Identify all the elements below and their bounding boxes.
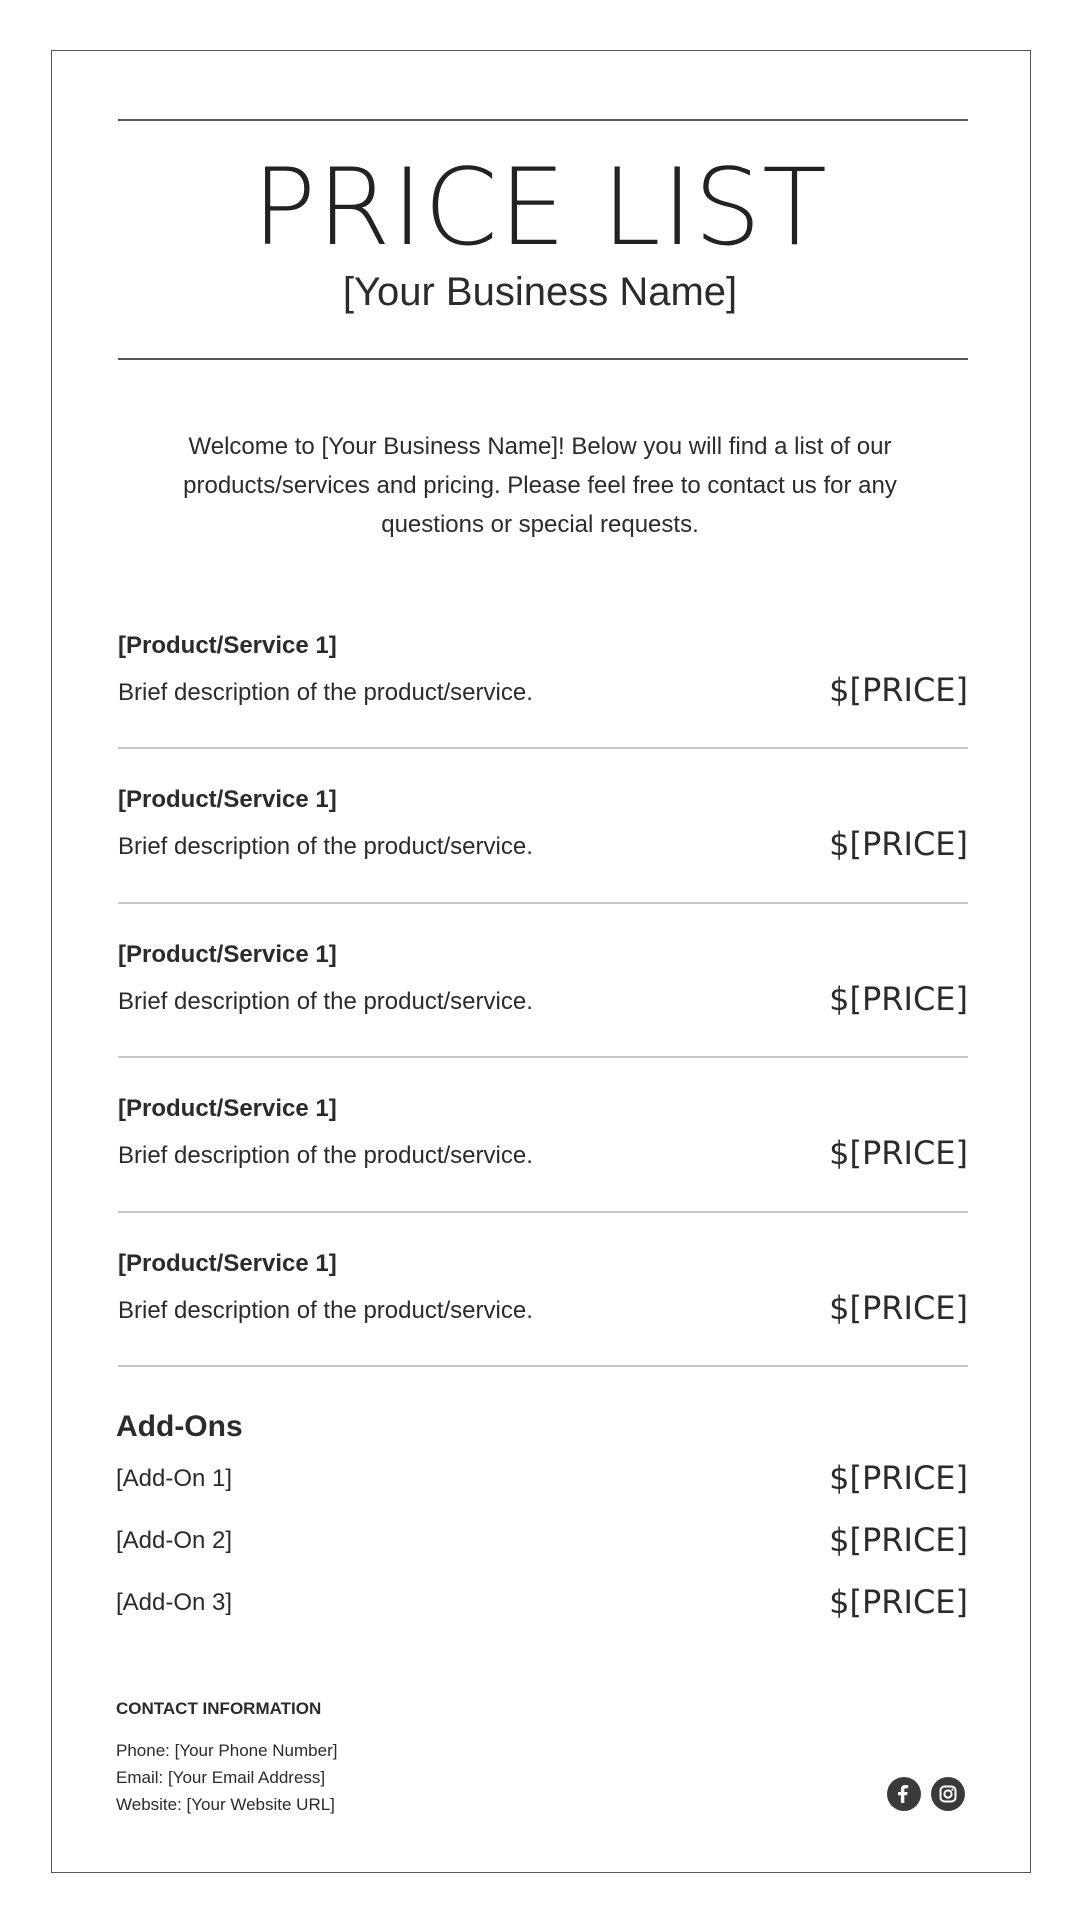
product-item	[118, 941, 968, 1041]
header-top-rule	[118, 119, 968, 121]
product-item	[118, 632, 968, 732]
product-item	[118, 786, 968, 886]
product-price: $[PRICE]	[829, 1134, 968, 1172]
addon-item	[116, 1521, 968, 1566]
item-divider	[118, 1365, 968, 1367]
item-divider	[118, 902, 968, 904]
product-price: $[PRICE]	[829, 1289, 968, 1327]
product-item	[118, 1250, 968, 1350]
contact-website: Website: [Your Website URL]	[116, 1795, 335, 1814]
contact-details	[116, 1737, 337, 1818]
business-name: [Your Business Name]	[342, 270, 738, 314]
addon-name: [Add-On 2]	[116, 1527, 233, 1554]
intro-text: Welcome to [Your Business Name]! Below you will find a list of our products/services and pricing. Please feel free to contact us for any questions or special requests.	[183, 433, 897, 538]
product-description: Brief description of the product/service.	[118, 1297, 533, 1324]
addon-item	[116, 1459, 968, 1504]
product-name: [Product/Service 1]	[118, 1095, 337, 1122]
contact-heading: CONTACT INFORMATION	[116, 1699, 322, 1718]
product-description: Brief description of the product/service.	[118, 988, 533, 1015]
product-item	[118, 1095, 968, 1195]
product-price: $[PRICE]	[829, 980, 968, 1018]
instagram-icon[interactable]	[931, 1777, 965, 1811]
item-divider	[118, 1211, 968, 1213]
product-description: Brief description of the product/service.	[118, 833, 533, 860]
product-name: [Product/Service 1]	[118, 786, 337, 813]
product-name: [Product/Service 1]	[118, 1250, 337, 1277]
item-divider	[118, 747, 968, 749]
addon-price: $[PRICE]	[829, 1583, 968, 1621]
product-price: $[PRICE]	[829, 825, 968, 863]
addon-price: $[PRICE]	[829, 1459, 968, 1497]
addon-name: [Add-On 1]	[116, 1465, 233, 1492]
page-title: PRICE LIST	[252, 146, 828, 269]
header-bottom-rule	[118, 358, 968, 360]
product-description: Brief description of the product/service.	[118, 679, 533, 706]
product-name: [Product/Service 1]	[118, 941, 337, 968]
product-name: [Product/Service 1]	[118, 632, 337, 659]
addon-price: $[PRICE]	[829, 1521, 968, 1559]
facebook-icon[interactable]	[887, 1777, 921, 1811]
addons-heading: Add-Ons	[116, 1410, 243, 1443]
product-description: Brief description of the product/service.	[118, 1142, 533, 1169]
product-price: $[PRICE]	[829, 671, 968, 709]
addon-item	[116, 1583, 968, 1628]
contact-phone: Phone: [Your Phone Number]	[116, 1741, 338, 1760]
addon-name: [Add-On 3]	[116, 1589, 233, 1616]
item-divider	[118, 1056, 968, 1058]
contact-email: Email: [Your Email Address]	[116, 1768, 326, 1787]
